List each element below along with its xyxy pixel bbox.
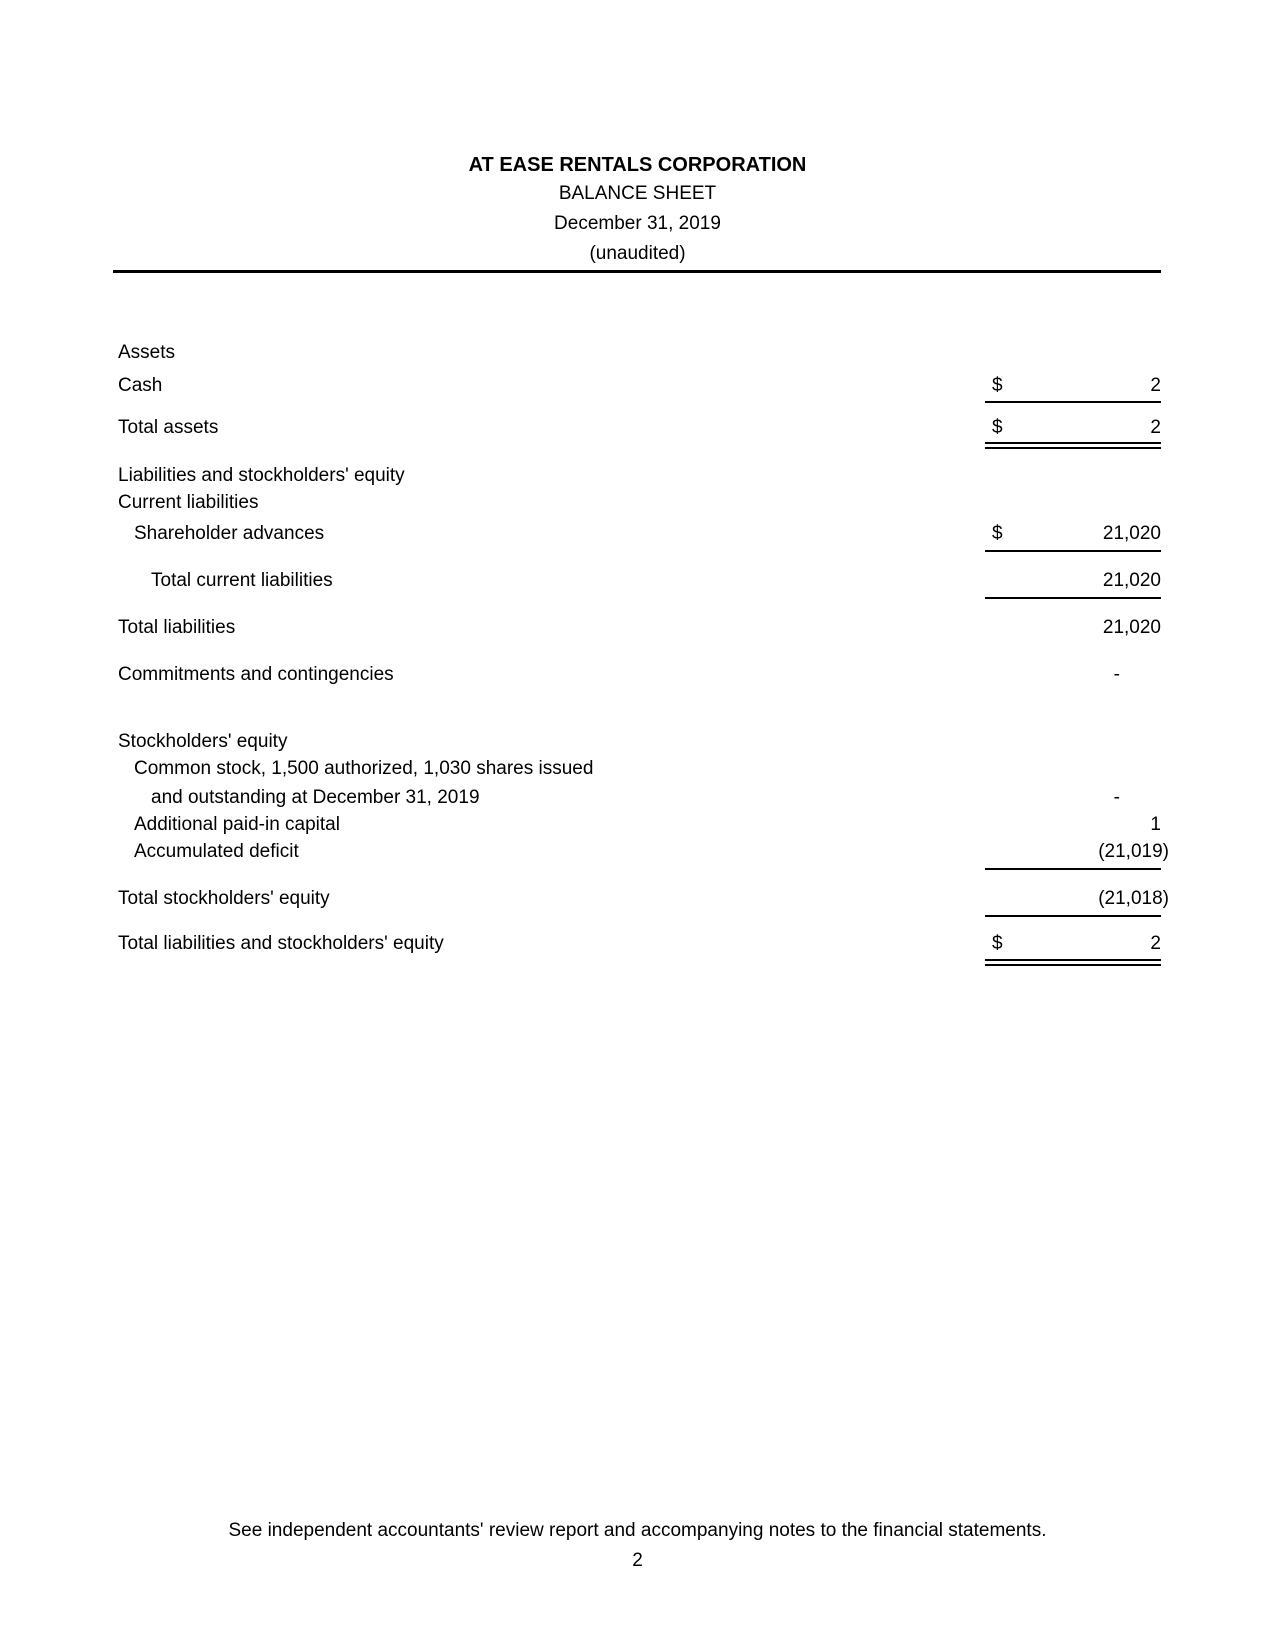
cash-currency: $: [992, 375, 1003, 396]
total-current-liabilities-underline: [985, 597, 1161, 599]
common-stock-label-line2: and outstanding at December 31, 2019: [151, 787, 480, 808]
equity-heading-row: [0, 731, 1275, 757]
shareholder-advances-label: Shareholder advances: [134, 523, 325, 544]
current-liab-heading-row: [0, 492, 1275, 518]
common-stock-row-1: [0, 758, 1275, 784]
common-stock-amount: -: [1113, 787, 1120, 808]
liab-equity-heading: Liabilities and stockholders' equity: [118, 465, 405, 486]
total-liab-equity-row: [0, 933, 1275, 959]
total-assets-amount: 2: [1150, 417, 1161, 438]
shareholder-advances-row: [0, 523, 1275, 549]
cash-row: [0, 375, 1275, 401]
accumulated-deficit-row: [0, 841, 1275, 867]
cash-underline: [985, 401, 1161, 403]
apic-label: Additional paid-in capital: [134, 814, 340, 835]
total-equity-amount: (21,018): [1098, 888, 1169, 909]
cash-amount: 2: [1150, 375, 1161, 396]
shareholder-advances-currency: $: [992, 523, 1003, 544]
commitments-amount: -: [1113, 664, 1120, 685]
page-number: 2: [632, 1550, 643, 1571]
footer-note: See independent accountants' review report and accompanying notes to the financial statements.: [228, 1520, 1047, 1541]
statement-date: December 31, 2019: [554, 213, 721, 234]
total-equity-label: Total stockholders' equity: [118, 888, 330, 909]
cash-label: Cash: [118, 375, 163, 396]
total-liab-equity-amount: 2: [1150, 933, 1161, 954]
total-equity-row: [0, 888, 1275, 914]
total-assets-double-underline: [985, 442, 1161, 449]
accumulated-deficit-label: Accumulated deficit: [134, 841, 299, 862]
assets-heading: Assets: [118, 342, 176, 363]
liab-equity-heading-row: [0, 465, 1275, 491]
total-current-liabilities-label: Total current liabilities: [151, 570, 333, 591]
total-assets-label: Total assets: [118, 417, 219, 438]
header-rule: [113, 270, 1161, 273]
total-assets-currency: $: [992, 417, 1003, 438]
shareholder-advances-amount: 21,020: [1102, 523, 1161, 544]
company-name: AT EASE RENTALS CORPORATION: [468, 154, 807, 176]
total-liab-equity-double-underline: [985, 959, 1161, 966]
unaudited-note: (unaudited): [589, 243, 686, 264]
statement-title: BALANCE SHEET: [558, 183, 717, 204]
common-stock-row-2: [0, 787, 1275, 813]
accumulated-deficit-amount: (21,019): [1098, 841, 1169, 862]
total-current-liabilities-row: [0, 570, 1275, 596]
total-assets-row: [0, 417, 1275, 443]
total-equity-underline: [985, 915, 1161, 917]
apic-amount: 1: [1150, 814, 1161, 835]
total-liab-equity-label: Total liabilities and stockholders' equity: [118, 933, 444, 954]
equity-heading: Stockholders' equity: [118, 731, 288, 752]
apic-row: [0, 814, 1275, 840]
current-liab-heading: Current liabilities: [118, 492, 259, 513]
total-liabilities-row: [0, 617, 1275, 643]
accumulated-deficit-underline: [985, 868, 1161, 870]
shareholder-advances-underline: [985, 550, 1161, 552]
total-liab-equity-currency: $: [992, 933, 1003, 954]
assets-heading-row: [0, 342, 1275, 368]
commitments-label: Commitments and contingencies: [118, 664, 394, 685]
total-current-liabilities-amount: 21,020: [1102, 570, 1161, 591]
commitments-row: [0, 664, 1275, 690]
total-liabilities-amount: 21,020: [1102, 617, 1161, 638]
common-stock-label-line1: Common stock, 1,500 authorized, 1,030 shares issued: [134, 758, 594, 779]
total-liabilities-label: Total liabilities: [118, 617, 236, 638]
